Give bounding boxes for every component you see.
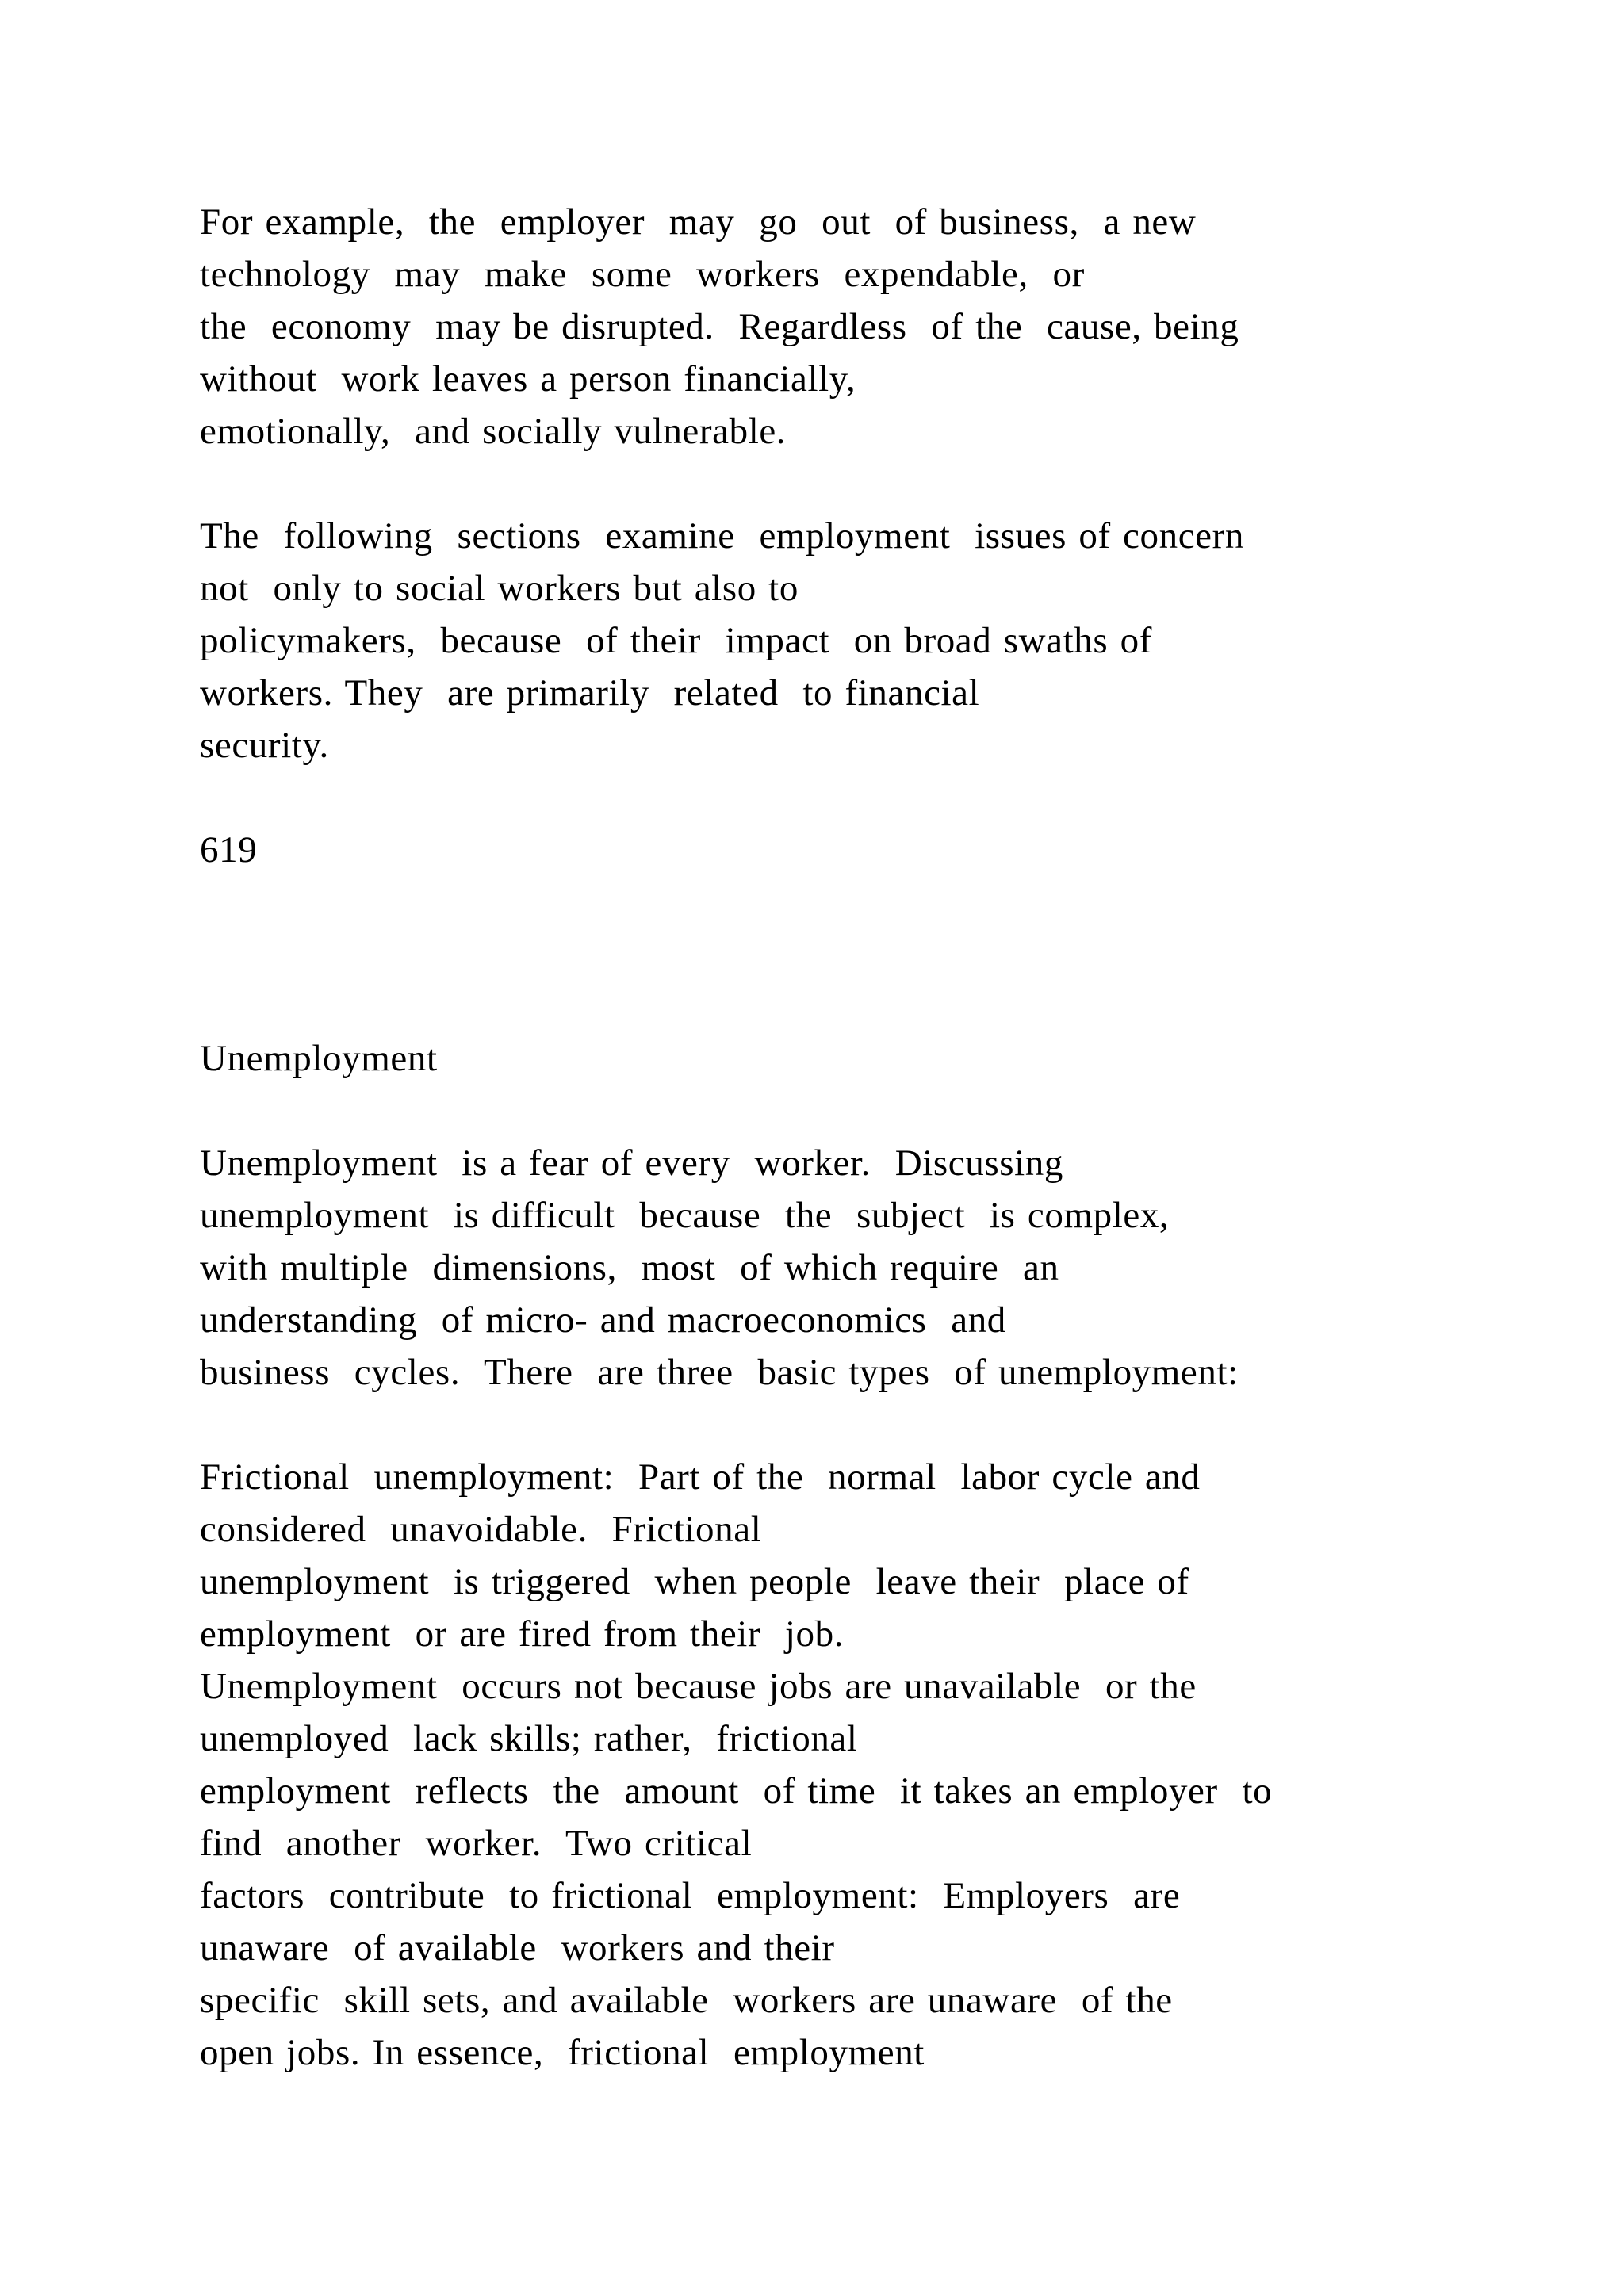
section-heading: Unemployment [200,1038,438,1079]
paragraph-4-line-7: employment reflects the amount of time it takes an employer to [200,1770,1273,1812]
paragraph-1-line-5: emotionally, and socially vulnerable. [200,411,787,452]
paragraph-2-line-5: security. [200,725,329,766]
paragraph-1-line-2: technology may make some workers expendable, or [200,254,1085,295]
paragraph-4-line-4: employment or are fired from their job. [200,1613,845,1655]
paragraph-4-line-3: unemployment is triggered when people leave their place of [200,1561,1189,1602]
paragraph-4-line-6: unemployed lack skills; rather, frictional [200,1718,858,1759]
paragraph-2-line-1: The following sections examine employment issues of concern [200,515,1244,557]
paragraph-1-line-3: the economy may be disrupted. Regardless of the cause, being [200,306,1239,347]
paragraph-4-line-1: Frictional unemployment: Part of the normal labor cycle and [200,1456,1201,1498]
paragraph-2-line-3: policymakers, because of their impact on broad swaths of [200,620,1152,661]
paragraph-3-line-1: Unemployment is a fear of every worker. Discussing [200,1142,1064,1184]
paragraph-3-line-2: unemployment is difficult because the subject is complex, [200,1195,1170,1236]
page-number: 619 [200,829,258,871]
paragraph-4-line-2: considered unavoidable. Frictional [200,1509,762,1550]
paragraph-2-line-4: workers. They are primarily related to financial [200,672,980,714]
paragraph-3-line-3: with multiple dimensions, most of which require an [200,1247,1059,1288]
paragraph-1-line-4: without work leaves a person financially, [200,358,856,400]
paragraph-2-line-2: not only to social workers but also to [200,568,799,609]
paragraph-3-line-4: understanding of micro- and macroeconomics and [200,1299,1006,1341]
paragraph-4-line-12: open jobs. In essence, frictional employment [200,2032,925,2073]
paragraph-3-line-5: business cycles. There are three basic types of unemployment: [200,1352,1239,1393]
paragraph-4-line-11: specific skill sets, and available workers are unaware of the [200,1980,1173,2021]
paragraph-4-line-8: find another worker. Two critical [200,1823,753,1864]
paragraph-4-line-5: Unemployment occurs not because jobs are unavailable or the [200,1666,1197,1707]
paragraph-4-line-10: unaware of available workers and their [200,1927,835,1969]
paragraph-1-line-1: For example, the employer may go out of business, a new [200,201,1197,243]
paragraph-4-line-9: factors contribute to frictional employment: Employers are [200,1875,1181,1916]
